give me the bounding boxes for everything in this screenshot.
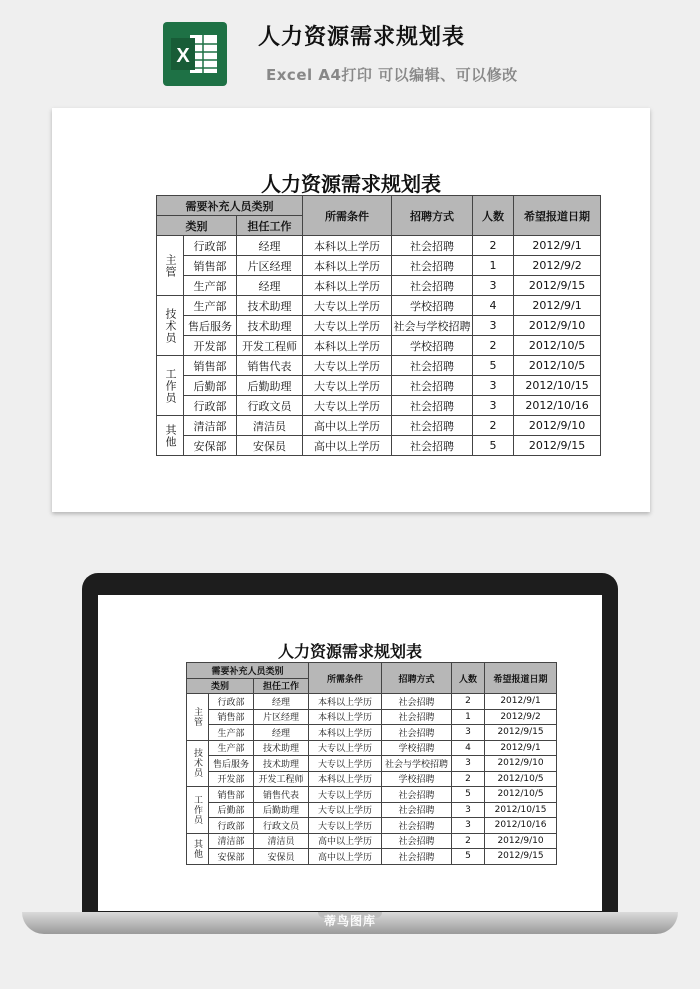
table-cell: 生产部 [184,276,237,296]
table-cell: 片区经理 [237,256,303,276]
table-cell: 安保员 [254,849,309,865]
table-cell: 3 [452,756,485,772]
table-cell: 2012/9/1 [514,236,601,256]
table-row [187,833,557,849]
table-cell: 1 [473,256,514,276]
table-cell: 学校招聘 [392,336,473,356]
table-cell: 技术助理 [237,316,303,336]
table-cell: 4 [473,296,514,316]
sheet-title-small: 人力资源需求规划表 [277,642,422,661]
table-cell: 生产部 [184,296,237,316]
table-row [187,694,557,710]
table-cell: 2012/10/5 [514,336,601,356]
table-row [187,787,557,803]
table-cell: 清洁员 [254,833,309,849]
table-cell: 行政部 [209,818,254,834]
table-cell: 经理 [254,694,309,710]
table-cell: 3 [473,316,514,336]
table-cell: 社会招聘 [392,416,473,436]
table-cell: 3 [473,376,514,396]
table-cell: 销售代表 [254,787,309,803]
table-cell: 生产部 [209,725,254,741]
table-cell: 本科以上学历 [303,236,392,256]
group-label-cell: 工作员 [187,787,209,834]
header-row [187,663,557,679]
table-cell: 大专以上学历 [303,396,392,416]
table-cell: 2012/9/15 [514,436,601,456]
table-cell: 学校招聘 [392,296,473,316]
table-cell: 清洁部 [209,833,254,849]
table-cell: 清洁员 [237,416,303,436]
table-cell: 学校招聘 [382,740,452,756]
table-cell: 本科以上学历 [303,256,392,276]
page-subtitle: Excel A4打印 可以编辑、可以修改 [266,66,518,84]
table-cell: 售后服务 [209,756,254,772]
table-cell: 本科以上学历 [309,694,382,710]
table-cell: 4 [452,740,485,756]
table-cell: 2 [473,336,514,356]
table-cell: 大专以上学历 [303,356,392,376]
table-row [157,336,601,356]
table-cell: 2012/9/15 [514,276,601,296]
table-cell: 2012/10/15 [485,802,557,818]
table-cell: 2012/9/1 [514,296,601,316]
table-cell: 社会招聘 [382,818,452,834]
excel-icon [163,22,227,86]
table-cell: 高中以上学历 [309,849,382,865]
table-cell: 大专以上学历 [303,376,392,396]
table-cell: 2012/9/2 [485,709,557,725]
column-header: 招聘方式 [392,196,473,236]
table-cell: 技术助理 [254,740,309,756]
table-cell: 大专以上学历 [309,802,382,818]
table-cell: 2 [452,771,485,787]
table-cell: 1 [452,709,485,725]
table-cell: 5 [452,787,485,803]
table-cell: 经理 [237,236,303,256]
page-title: 人力资源需求规划表 [258,25,466,50]
table-row [157,436,601,456]
table-cell: 本科以上学历 [309,771,382,787]
column-header: 希望报道日期 [514,196,601,236]
table-cell: 社会招聘 [392,376,473,396]
table-cell: 2 [452,694,485,710]
table-cell: 2012/9/10 [485,833,557,849]
requirements-table-small [186,662,557,865]
table-cell: 社会招聘 [392,436,473,456]
table-cell: 售后服务 [184,316,237,336]
table-cell: 后勤部 [184,376,237,396]
table-cell: 3 [452,725,485,741]
table-cell: 2 [452,833,485,849]
table-cell: 2012/9/1 [485,694,557,710]
table-cell: 社会招聘 [382,802,452,818]
table-cell: 行政部 [184,236,237,256]
table-cell: 社会与学校招聘 [382,756,452,772]
table-cell: 高中以上学历 [309,833,382,849]
table-row [157,416,601,436]
svg-text:X: X [176,45,190,67]
table-cell: 本科以上学历 [303,276,392,296]
laptop-screen [98,595,602,911]
table-cell: 本科以上学历 [309,709,382,725]
table-cell: 社会招聘 [392,256,473,276]
group-header-cell: 需要补充人员类别 [157,196,303,216]
table-cell: 社会招聘 [392,356,473,376]
table-cell: 5 [473,356,514,376]
table-cell: 2012/10/16 [485,818,557,834]
table-cell: 3 [452,802,485,818]
table-cell: 开发部 [184,336,237,356]
table-cell: 5 [473,436,514,456]
table-cell: 3 [473,276,514,296]
table-cell: 学校招聘 [382,771,452,787]
table-row [157,256,601,276]
table-row [187,818,557,834]
table-row [157,356,601,376]
table-cell: 安保员 [237,436,303,456]
table-cell: 5 [452,849,485,865]
table-cell: 开发工程师 [237,336,303,356]
table-cell: 高中以上学历 [303,416,392,436]
table-row [187,709,557,725]
table-cell: 本科以上学历 [309,725,382,741]
table-cell: 安保部 [209,849,254,865]
table-cell: 2012/9/2 [514,256,601,276]
table-cell: 3 [452,818,485,834]
table-cell: 高中以上学历 [303,436,392,456]
table-cell: 大专以上学历 [303,296,392,316]
sheet-title: 人力资源需求规划表 [261,172,441,196]
table-cell: 2012/10/5 [485,787,557,803]
table-cell: 社会招聘 [382,694,452,710]
group-label-cell: 主管 [157,236,184,296]
table-row [157,296,601,316]
table-cell: 2012/10/5 [485,771,557,787]
table-cell: 大专以上学历 [309,740,382,756]
column-header: 招聘方式 [382,663,452,694]
column-header: 所需条件 [303,196,392,236]
table-cell: 大专以上学历 [309,787,382,803]
table-cell: 社会与学校招聘 [392,316,473,336]
table-row [157,236,601,256]
table-row [187,802,557,818]
column-header: 所需条件 [309,663,382,694]
table-cell: 技术助理 [254,756,309,772]
table-cell: 片区经理 [254,709,309,725]
requirements-table [156,195,601,456]
table-cell: 清洁部 [184,416,237,436]
table-cell: 销售部 [209,787,254,803]
table-cell: 2012/10/5 [514,356,601,376]
header-row [157,196,601,216]
table-cell: 行政文员 [237,396,303,416]
table-row [187,756,557,772]
table-cell: 后勤部 [209,802,254,818]
table-row [157,276,601,296]
table-row [187,771,557,787]
table-cell: 开发部 [209,771,254,787]
table-row [187,849,557,865]
table-cell: 大专以上学历 [309,756,382,772]
table-cell: 销售代表 [237,356,303,376]
column-header: 人数 [452,663,485,694]
column-header: 类别 [157,216,237,236]
table-cell: 本科以上学历 [303,336,392,356]
table-row [157,396,601,416]
table-cell: 行政文员 [254,818,309,834]
table-cell: 销售部 [184,356,237,376]
table-row [187,740,557,756]
table-cell: 大专以上学历 [309,818,382,834]
table-cell: 社会招聘 [392,396,473,416]
table-cell: 社会招聘 [382,787,452,803]
table-cell: 销售部 [209,709,254,725]
sheet-preview [52,108,650,512]
table-cell: 2012/9/10 [514,416,601,436]
group-label-cell: 技术员 [187,740,209,787]
table-cell: 2012/9/10 [485,756,557,772]
group-label-cell: 主管 [187,694,209,741]
table-cell: 2012/10/15 [514,376,601,396]
column-header: 希望报道日期 [485,663,557,694]
table-cell: 大专以上学历 [303,316,392,336]
table-cell: 2012/9/15 [485,849,557,865]
table-row [187,725,557,741]
column-header: 人数 [473,196,514,236]
table-cell: 社会招聘 [392,276,473,296]
table-row [157,316,601,336]
table-cell: 经理 [254,725,309,741]
table-cell: 社会招聘 [382,849,452,865]
table-cell: 2012/9/10 [514,316,601,336]
table-row [157,376,601,396]
table-cell: 社会招聘 [382,725,452,741]
table-cell: 社会招聘 [382,709,452,725]
table-cell: 生产部 [209,740,254,756]
group-label-cell: 其他 [157,416,184,456]
table-cell: 安保部 [184,436,237,456]
column-header: 类别 [187,678,254,694]
table-cell: 经理 [237,276,303,296]
group-label-cell: 其他 [187,833,209,864]
watermark: 蒂鸟图库 [323,914,376,928]
table-cell: 2 [473,236,514,256]
table-cell: 技术助理 [237,296,303,316]
column-header: 担任工作 [237,216,303,236]
table-cell: 社会招聘 [392,236,473,256]
table-cell: 后勤助理 [254,802,309,818]
table-cell: 开发工程师 [254,771,309,787]
table-cell: 2 [473,416,514,436]
table-cell: 3 [473,396,514,416]
table-cell: 行政部 [209,694,254,710]
page-header [0,0,700,100]
column-header: 担任工作 [254,678,309,694]
group-header-cell: 需要补充人员类别 [187,663,309,679]
table-cell: 2012/9/15 [485,725,557,741]
table-cell: 销售部 [184,256,237,276]
table-cell: 2012/9/1 [485,740,557,756]
table-cell: 后勤助理 [237,376,303,396]
table-cell: 社会招聘 [382,833,452,849]
table-cell: 行政部 [184,396,237,416]
group-label-cell: 工作员 [157,356,184,416]
group-label-cell: 技术员 [157,296,184,356]
table-cell: 2012/10/16 [514,396,601,416]
